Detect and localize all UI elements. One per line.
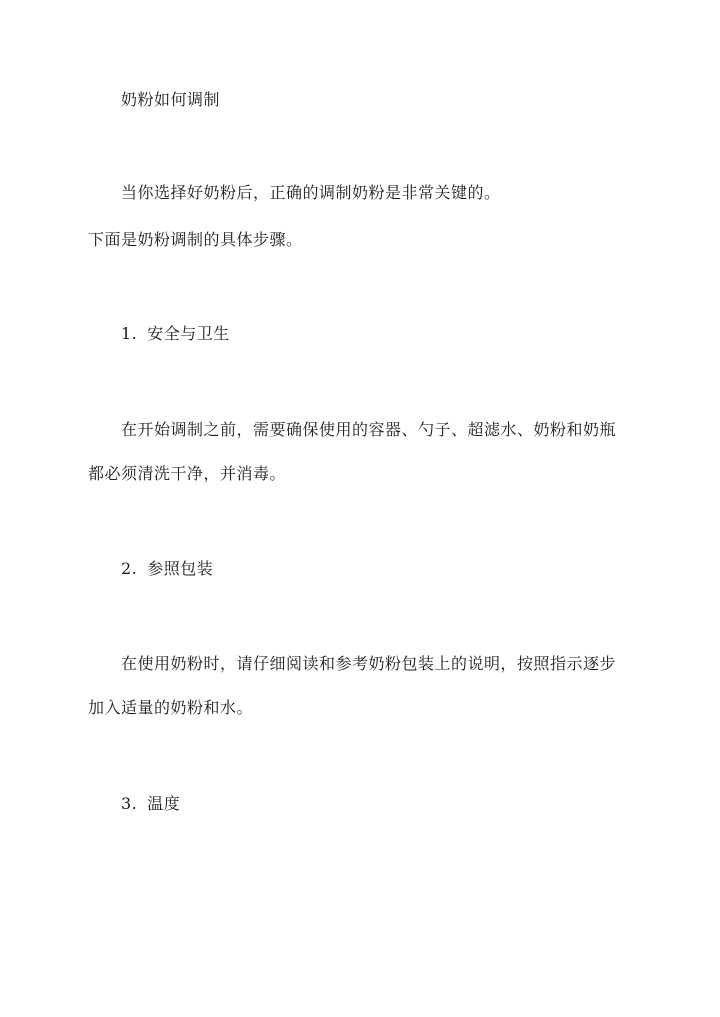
section-1-body-line-2: 都必须清洗干净，并消毒。 [88, 464, 287, 483]
section-3-heading [121, 794, 180, 814]
section-2-body-line-1: 在使用奶粉时，请仔细阅读和参考奶粉包装上的说明，按照指示逐步 [121, 654, 617, 673]
intro-line-1: 当你选择好奶粉后，正确的调制奶粉是非常关键的。 [121, 183, 501, 202]
section-1-heading [121, 324, 230, 344]
intro-line-2: 下面是奶粉调制的具体步骤。 [88, 230, 303, 249]
section-1-title: 安全与卫生 [147, 324, 230, 343]
section-2-body-line-2: 加入适量的奶粉和水。 [88, 698, 254, 717]
section-2-number: 2. [121, 559, 138, 578]
section-1-body-line-1: 在开始调制之前，需要确保使用的容器、勺子、超滤水、奶粉和奶瓶 [121, 420, 617, 439]
section-2-heading [121, 559, 213, 579]
document-title: 奶粉如何调制 [121, 90, 221, 109]
section-3-title: 温度 [147, 794, 181, 813]
section-3-number: 3. [121, 794, 138, 813]
section-2-title: 参照包装 [147, 559, 214, 578]
section-1-number: 1. [121, 324, 138, 343]
